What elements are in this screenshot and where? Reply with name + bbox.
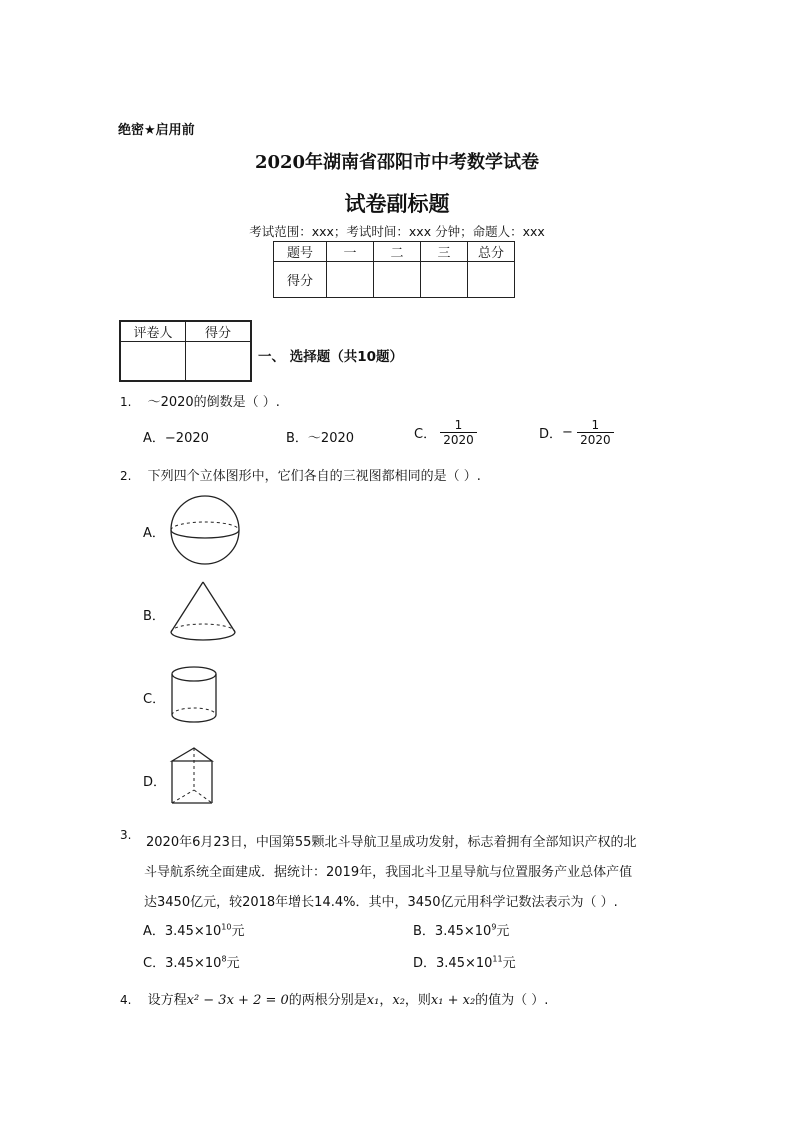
option-sign: − [562, 425, 573, 440]
question-number: 1. [120, 395, 132, 409]
question-1 [120, 391, 280, 410]
score-cell[interactable] [421, 262, 468, 298]
option-a[interactable] [143, 920, 245, 939]
fraction [577, 418, 614, 447]
option-d[interactable] [539, 418, 614, 447]
fraction-denominator: 2020 [443, 433, 474, 447]
score-row-label: 得分 [274, 262, 327, 298]
question-text: 的两根分别是 [288, 993, 367, 1008]
option-b[interactable] [413, 920, 509, 939]
option-text: −2020 [164, 431, 209, 446]
option-label: C． [143, 956, 166, 971]
fraction-numerator: 1 [440, 418, 477, 433]
root-1: x₁ [366, 993, 380, 1008]
grader-header-cell: 得分 [186, 321, 252, 342]
option-d[interactable] [413, 952, 516, 971]
option-label: A． [143, 924, 165, 939]
score-cell[interactable] [327, 262, 374, 298]
question-number: 4. [120, 993, 132, 1007]
option-exponent: 8 [221, 954, 227, 964]
question-text: ，则 [404, 993, 431, 1008]
option-label: A． [143, 526, 165, 541]
score-header-cell: 题号 [274, 242, 327, 262]
score-header-cell: 总分 [468, 242, 515, 262]
option-label: C． [414, 427, 437, 442]
option-label: C． [143, 692, 166, 707]
option-label: D． [143, 775, 167, 790]
question-number: 3. [120, 828, 132, 842]
question-2 [120, 465, 481, 484]
option-unit: 元 [226, 956, 240, 971]
exam-title: 2020年湖南省邵阳市中考数学试卷 [254, 152, 540, 173]
option-c[interactable] [143, 952, 240, 971]
option-exponent: 9 [491, 922, 497, 932]
grader-cell[interactable] [120, 342, 186, 382]
sphere-icon [168, 494, 242, 566]
question-text: 下列四个立体图形中，它们各自的三视图都相同的是（ ）. [147, 469, 481, 484]
option-exponent: 10 [221, 922, 232, 932]
root-sum: x₁ + x₂ [430, 993, 476, 1008]
option-label: B． [286, 431, 308, 446]
score-cell[interactable] [468, 262, 515, 298]
grader-header-cell: 评卷人 [120, 321, 186, 342]
question-text: 的值为（ ）. [475, 993, 549, 1008]
question-text-line: 斗导航系统全面建成．据统计：2019年，我国北斗卫星导航与位置服务产业总体产值 [144, 865, 633, 880]
score-header-cell: 一 [327, 242, 374, 262]
option-unit: 元 [496, 924, 510, 939]
option-exponent: 11 [492, 954, 503, 964]
question-number: 2. [120, 469, 132, 483]
option-unit: 元 [231, 924, 245, 939]
cylinder-icon [168, 664, 220, 726]
option-base: 3.45×10 [436, 956, 493, 971]
option-unit: 元 [502, 956, 516, 971]
cone-icon [168, 580, 238, 644]
exam-info: 考试范围：xxx；考试时间：xxx 分钟；命题人：xxx [249, 224, 545, 239]
score-header-cell: 三 [421, 242, 468, 262]
question-text: ， [379, 993, 393, 1008]
option-b[interactable] [286, 427, 354, 446]
option-base: 3.45×10 [434, 924, 492, 939]
option-c[interactable] [414, 418, 477, 447]
option-a[interactable] [143, 522, 165, 541]
option-label: B． [413, 924, 435, 939]
option-c[interactable] [143, 688, 165, 707]
option-a[interactable] [143, 427, 209, 446]
grader-table [119, 320, 252, 382]
question-text-line: 2020年6月23日，中国第55颗北斗导航卫星成功发射，标志着拥有全部知识产权的北 [146, 835, 637, 850]
score-cell[interactable] [374, 262, 421, 298]
section-title: 一、 选择题（共10题） [258, 349, 403, 365]
option-d[interactable] [143, 771, 166, 790]
grader-cell[interactable] [186, 342, 252, 382]
secret-mark: 绝密★启用前 [118, 123, 195, 138]
fraction-numerator: 1 [577, 418, 614, 433]
option-base: 3.45×10 [165, 956, 222, 971]
question-4 [120, 989, 548, 1008]
score-header-cell: 二 [374, 242, 421, 262]
question-text: ～2020的倒数是（ ）. [147, 395, 280, 410]
fraction [440, 418, 477, 447]
option-label: D． [413, 956, 437, 971]
question-text: 设方程 [147, 993, 187, 1008]
option-label: D． [539, 427, 563, 442]
fraction-denominator: 2020 [580, 433, 611, 447]
option-base: 3.45×10 [164, 924, 222, 939]
equation: x² − 3x + 2 = 0 [186, 993, 289, 1008]
root-2: x₂ [392, 993, 405, 1008]
score-table [273, 241, 515, 298]
option-b[interactable] [143, 605, 165, 624]
triangular-prism-icon [168, 745, 218, 809]
option-label: B． [143, 609, 165, 624]
question-text-line: 达3450亿元，较2018年增长14.4%．其中，3450亿元用科学记数法表示为（ ）. [144, 895, 618, 910]
option-text: ～2020 [307, 431, 355, 446]
option-label: A． [143, 431, 165, 446]
exam-subtitle: 试卷副标题 [344, 192, 450, 216]
